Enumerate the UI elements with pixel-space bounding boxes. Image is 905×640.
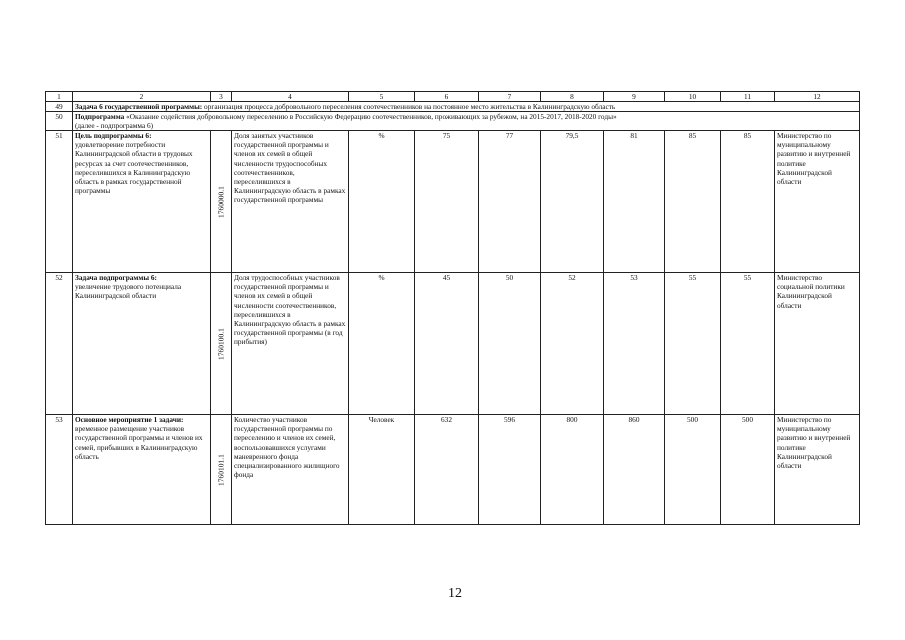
row-number: 50 xyxy=(46,112,73,131)
header-cell: 11 xyxy=(721,92,775,102)
indicator-cell: Доля занятых участников государственной программы и членов их семей в общей численности трудоспособных соотечественников, переселившихся в Калининградскую область в рамках государственной программы xyxy=(232,131,349,273)
table-row xyxy=(46,131,860,273)
subprogram-cell xyxy=(73,112,860,131)
indicators-table xyxy=(45,91,860,525)
header-cell: 9 xyxy=(604,92,665,102)
header-cell: 2 xyxy=(73,92,211,102)
value-cell: 860 xyxy=(604,415,665,525)
value-cell: 75 xyxy=(415,131,479,273)
goal-text: увеличение трудового потенциала Калининградской области xyxy=(75,282,182,301)
value-cell: 79,5 xyxy=(541,131,604,273)
value-cell: 55 xyxy=(665,273,721,415)
header-cell: 7 xyxy=(479,92,541,102)
header-cell: 12 xyxy=(775,92,860,102)
responsible-cell: Министерство по муниципальному развитию и внутренней политике Калининградской области xyxy=(775,415,860,525)
code-text: 1760100.1 xyxy=(216,327,226,360)
table-row xyxy=(46,273,860,415)
value-cell: 632 xyxy=(415,415,479,525)
code-text: 1760101.1 xyxy=(216,453,226,486)
task-cell xyxy=(73,102,860,112)
subprogram-label: Подпрограмма xyxy=(75,112,125,122)
goal-text: временное размещение участников государственной программы и членов их семей, прибывших в Калининградскую область xyxy=(75,424,203,461)
header-cell: 10 xyxy=(665,92,721,102)
value-cell: 85 xyxy=(721,131,775,273)
unit-cell: % xyxy=(349,131,415,273)
value-cell: 53 xyxy=(604,273,665,415)
goal-cell xyxy=(73,415,211,525)
header-cell: 5 xyxy=(349,92,415,102)
table-row xyxy=(46,112,860,131)
header-cell: 3 xyxy=(211,92,232,102)
value-cell: 45 xyxy=(415,273,479,415)
value-cell: 50 xyxy=(479,273,541,415)
responsible-cell: Министерство по муниципальному развитию и внутренней политике Калининградской области xyxy=(775,131,860,273)
header-cell: 1 xyxy=(46,92,73,102)
indicator-cell: Доля трудоспособных участников государственной программы и членов их семей в общей численности соотечественников, переселившихся в Калининградскую область в рамках государственной программы (в год прибытия) xyxy=(232,273,349,415)
indicator-cell: Количество участников государственной программы по переселению и членов их семей, воспользовавшихся услугами маневренного фонда специализированного жилищного фонда xyxy=(232,415,349,525)
table-row xyxy=(46,415,860,525)
code-cell xyxy=(211,131,232,273)
header-row xyxy=(46,92,860,102)
value-cell: 77 xyxy=(479,131,541,273)
goal-label: Задача подпрограммы 6: xyxy=(75,273,157,283)
header-cell: 4 xyxy=(232,92,349,102)
value-cell: 55 xyxy=(721,273,775,415)
row-number: 51 xyxy=(46,131,73,273)
goal-cell xyxy=(73,131,211,273)
goal-cell xyxy=(73,273,211,415)
header-cell: 6 xyxy=(415,92,479,102)
task-text: организация процесса добровольного переселения соотечественников на постоянное место жительства в Калининградскую область xyxy=(202,102,616,111)
subprogram-text: «Оказание содействия добровольному переселению в Российскую Федерацию соотечественников, проживающих за рубежом, на 2015-2017, 2018-2020 годы» xyxy=(124,112,617,122)
row-number: 53 xyxy=(46,415,73,525)
code-cell xyxy=(211,415,232,525)
value-cell: 596 xyxy=(479,415,541,525)
unit-cell: Человек xyxy=(349,415,415,525)
row-number: 49 xyxy=(46,102,73,112)
goal-label: Цель подпрограммы 6: xyxy=(75,131,152,141)
responsible-cell: Министерство социальной политики Калининградской области xyxy=(775,273,860,415)
value-cell: 52 xyxy=(541,273,604,415)
task-label: Задача 6 государственной программы: xyxy=(75,102,203,111)
code-text: 1760000.1 xyxy=(216,185,226,218)
value-cell: 500 xyxy=(665,415,721,525)
value-cell: 500 xyxy=(721,415,775,525)
subprogram-note: (далее - подпрограмма 6) xyxy=(75,121,154,131)
value-cell: 800 xyxy=(541,415,604,525)
header-cell: 8 xyxy=(541,92,604,102)
page-number: 12 xyxy=(448,586,462,601)
value-cell: 85 xyxy=(665,131,721,273)
table-row xyxy=(46,102,860,112)
unit-cell: % xyxy=(349,273,415,415)
value-cell: 81 xyxy=(604,131,665,273)
row-number: 52 xyxy=(46,273,73,415)
goal-label: Основное мероприятие 1 задачи: xyxy=(75,415,184,425)
code-cell xyxy=(211,273,232,415)
goal-text: удовлетворение потребности Калининградской области в трудовых ресурсах за счет соотечественников, переселившихся в Калининградскую область в рамках государственной программы xyxy=(75,140,193,195)
